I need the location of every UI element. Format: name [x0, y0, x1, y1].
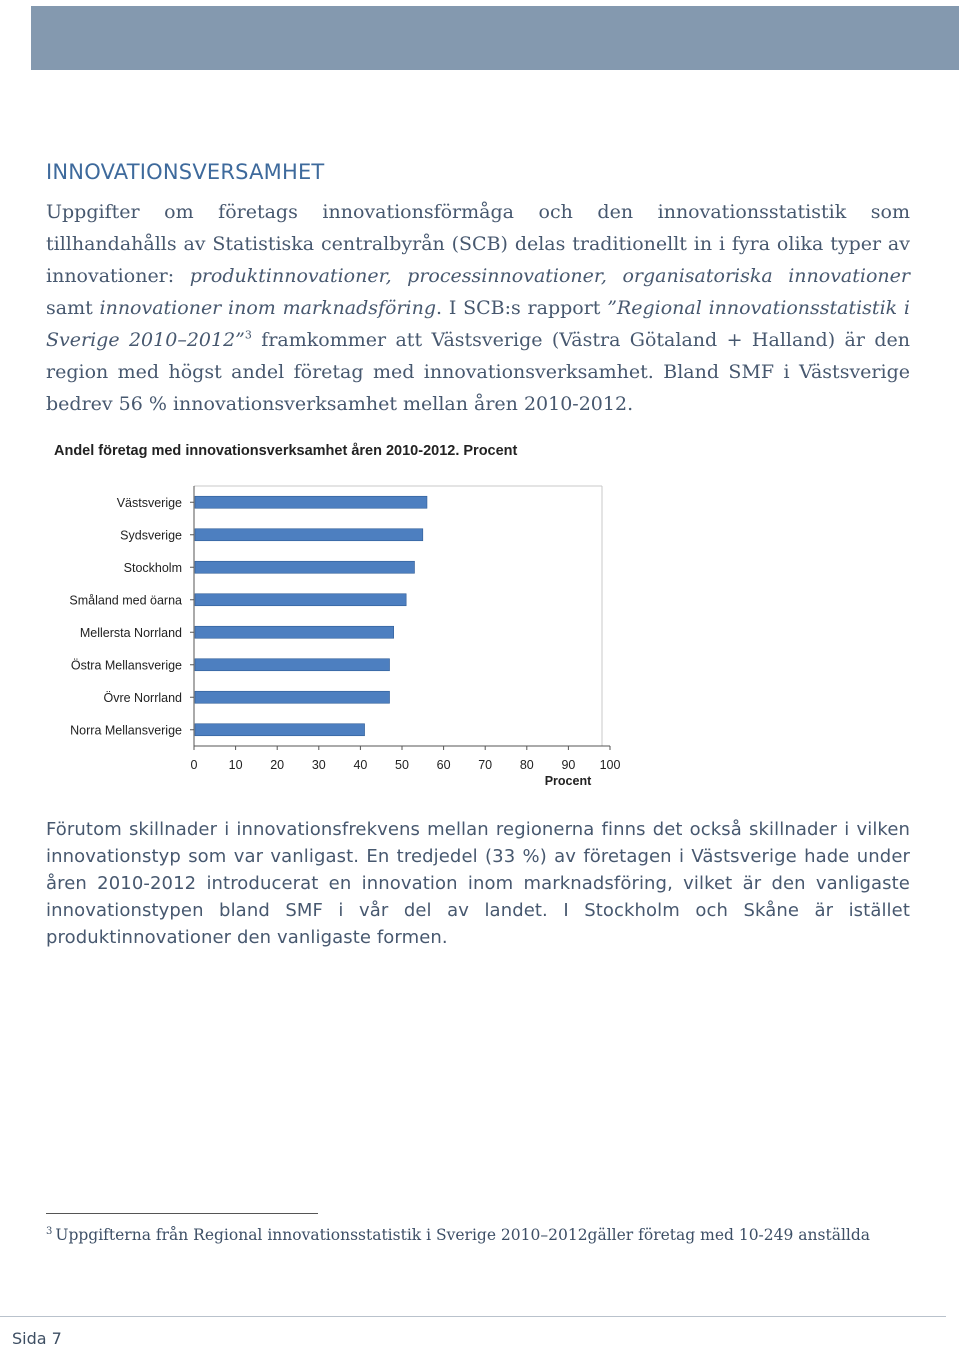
footer-divider [0, 1316, 946, 1317]
x-tick-label: 30 [311, 758, 326, 772]
intro-paragraph [46, 196, 910, 420]
category-label: Östra Mellansverige [70, 658, 182, 673]
x-axis-title: Procent [544, 774, 592, 788]
x-tick-label: 80 [519, 758, 534, 772]
bar [195, 561, 414, 573]
header-band [31, 6, 959, 70]
intro-text-4: framkommer att Västsverige (Västra Götaland + Halland) är den region med högst andel företag med innovationsverksamhet. Bland SMF i Västsverige bedrev 56 % innovationsverksamhet mellan åren 2010-2012. [46, 329, 910, 415]
marketing-innovation-italic: innovationer inom marknadsföring [99, 297, 437, 319]
page-number: Sida 7 [12, 1329, 62, 1348]
category-label: Mellersta Norrland [79, 625, 182, 640]
x-tick-label: 70 [478, 758, 493, 772]
chart-title: Andel företag med innovationsverksamhet åren 2010-2012. Procent [54, 443, 518, 459]
bar [195, 626, 394, 638]
bar [195, 724, 365, 736]
bar [195, 659, 390, 671]
x-tick-label: 60 [436, 758, 451, 772]
bar [195, 496, 427, 508]
intro-text-2: samt [46, 297, 100, 319]
second-paragraph: Förutom skillnader i innovationsfrekvens mellan regionerna finns det också skillnader i vilken innovationstyp som var vanligast. En tredjedel (33 %) av företagen i Västsverige hade under åren 2010-2012 introducerat en innovation inom marknadsföring, vilket är den vanligaste innovationstypen bland SMF i vår del av landet. I Stockholm och Skåne är istället produktinnovationer den vanligaste formen. [46, 819, 910, 948]
intro-text-3: . I SCB:s rapport [436, 297, 608, 319]
footnote-text: Uppgifterna från Regional innovationsstatistik i Sverige 2010–2012gäller företag med 10-249 anställda [55, 1226, 871, 1244]
intro-text-1: Uppgifter om företags innovationsförmåga och den innovationsstatistik som tillhandahålls av Statistiska centralbyrån (SCB) delas traditionellt in i fyra olika typer av innovationer: [46, 201, 910, 287]
bar [195, 691, 390, 703]
footnote-divider [46, 1213, 318, 1214]
x-tick-label: 50 [395, 758, 409, 772]
x-tick-label: 0 [190, 758, 198, 772]
report-title-italic: ”Regional innovationsstatistik i Sverige 2010–2012” [46, 297, 911, 351]
category-label: Västsverige [116, 495, 182, 510]
category-label: Övre Norrland [103, 690, 182, 705]
footnote-number: 3 [46, 1225, 53, 1237]
footnote [46, 1226, 926, 1244]
category-label: Småland med öarna [69, 593, 182, 608]
x-tick-label: 100 [599, 758, 621, 772]
category-label: Norra Mellansverige [70, 723, 182, 738]
innovation-types-italic: produktinnovationer, processinnovationer, organisatoriska innovationer [189, 265, 910, 287]
bar [195, 594, 406, 606]
footnote-reference: 3 [244, 328, 252, 342]
section-heading: INNOVATIONSVERSAMHET [46, 160, 325, 184]
x-tick-label: 90 [561, 758, 576, 772]
bar [195, 529, 423, 541]
x-tick-label: 10 [228, 758, 243, 772]
bar-chart [48, 436, 628, 796]
x-tick-label: 20 [270, 758, 285, 772]
category-label: Sydsverige [120, 528, 182, 543]
x-tick-label: 40 [353, 758, 368, 772]
bar-chart-svg [48, 436, 628, 796]
category-label: Stockholm [123, 560, 182, 575]
